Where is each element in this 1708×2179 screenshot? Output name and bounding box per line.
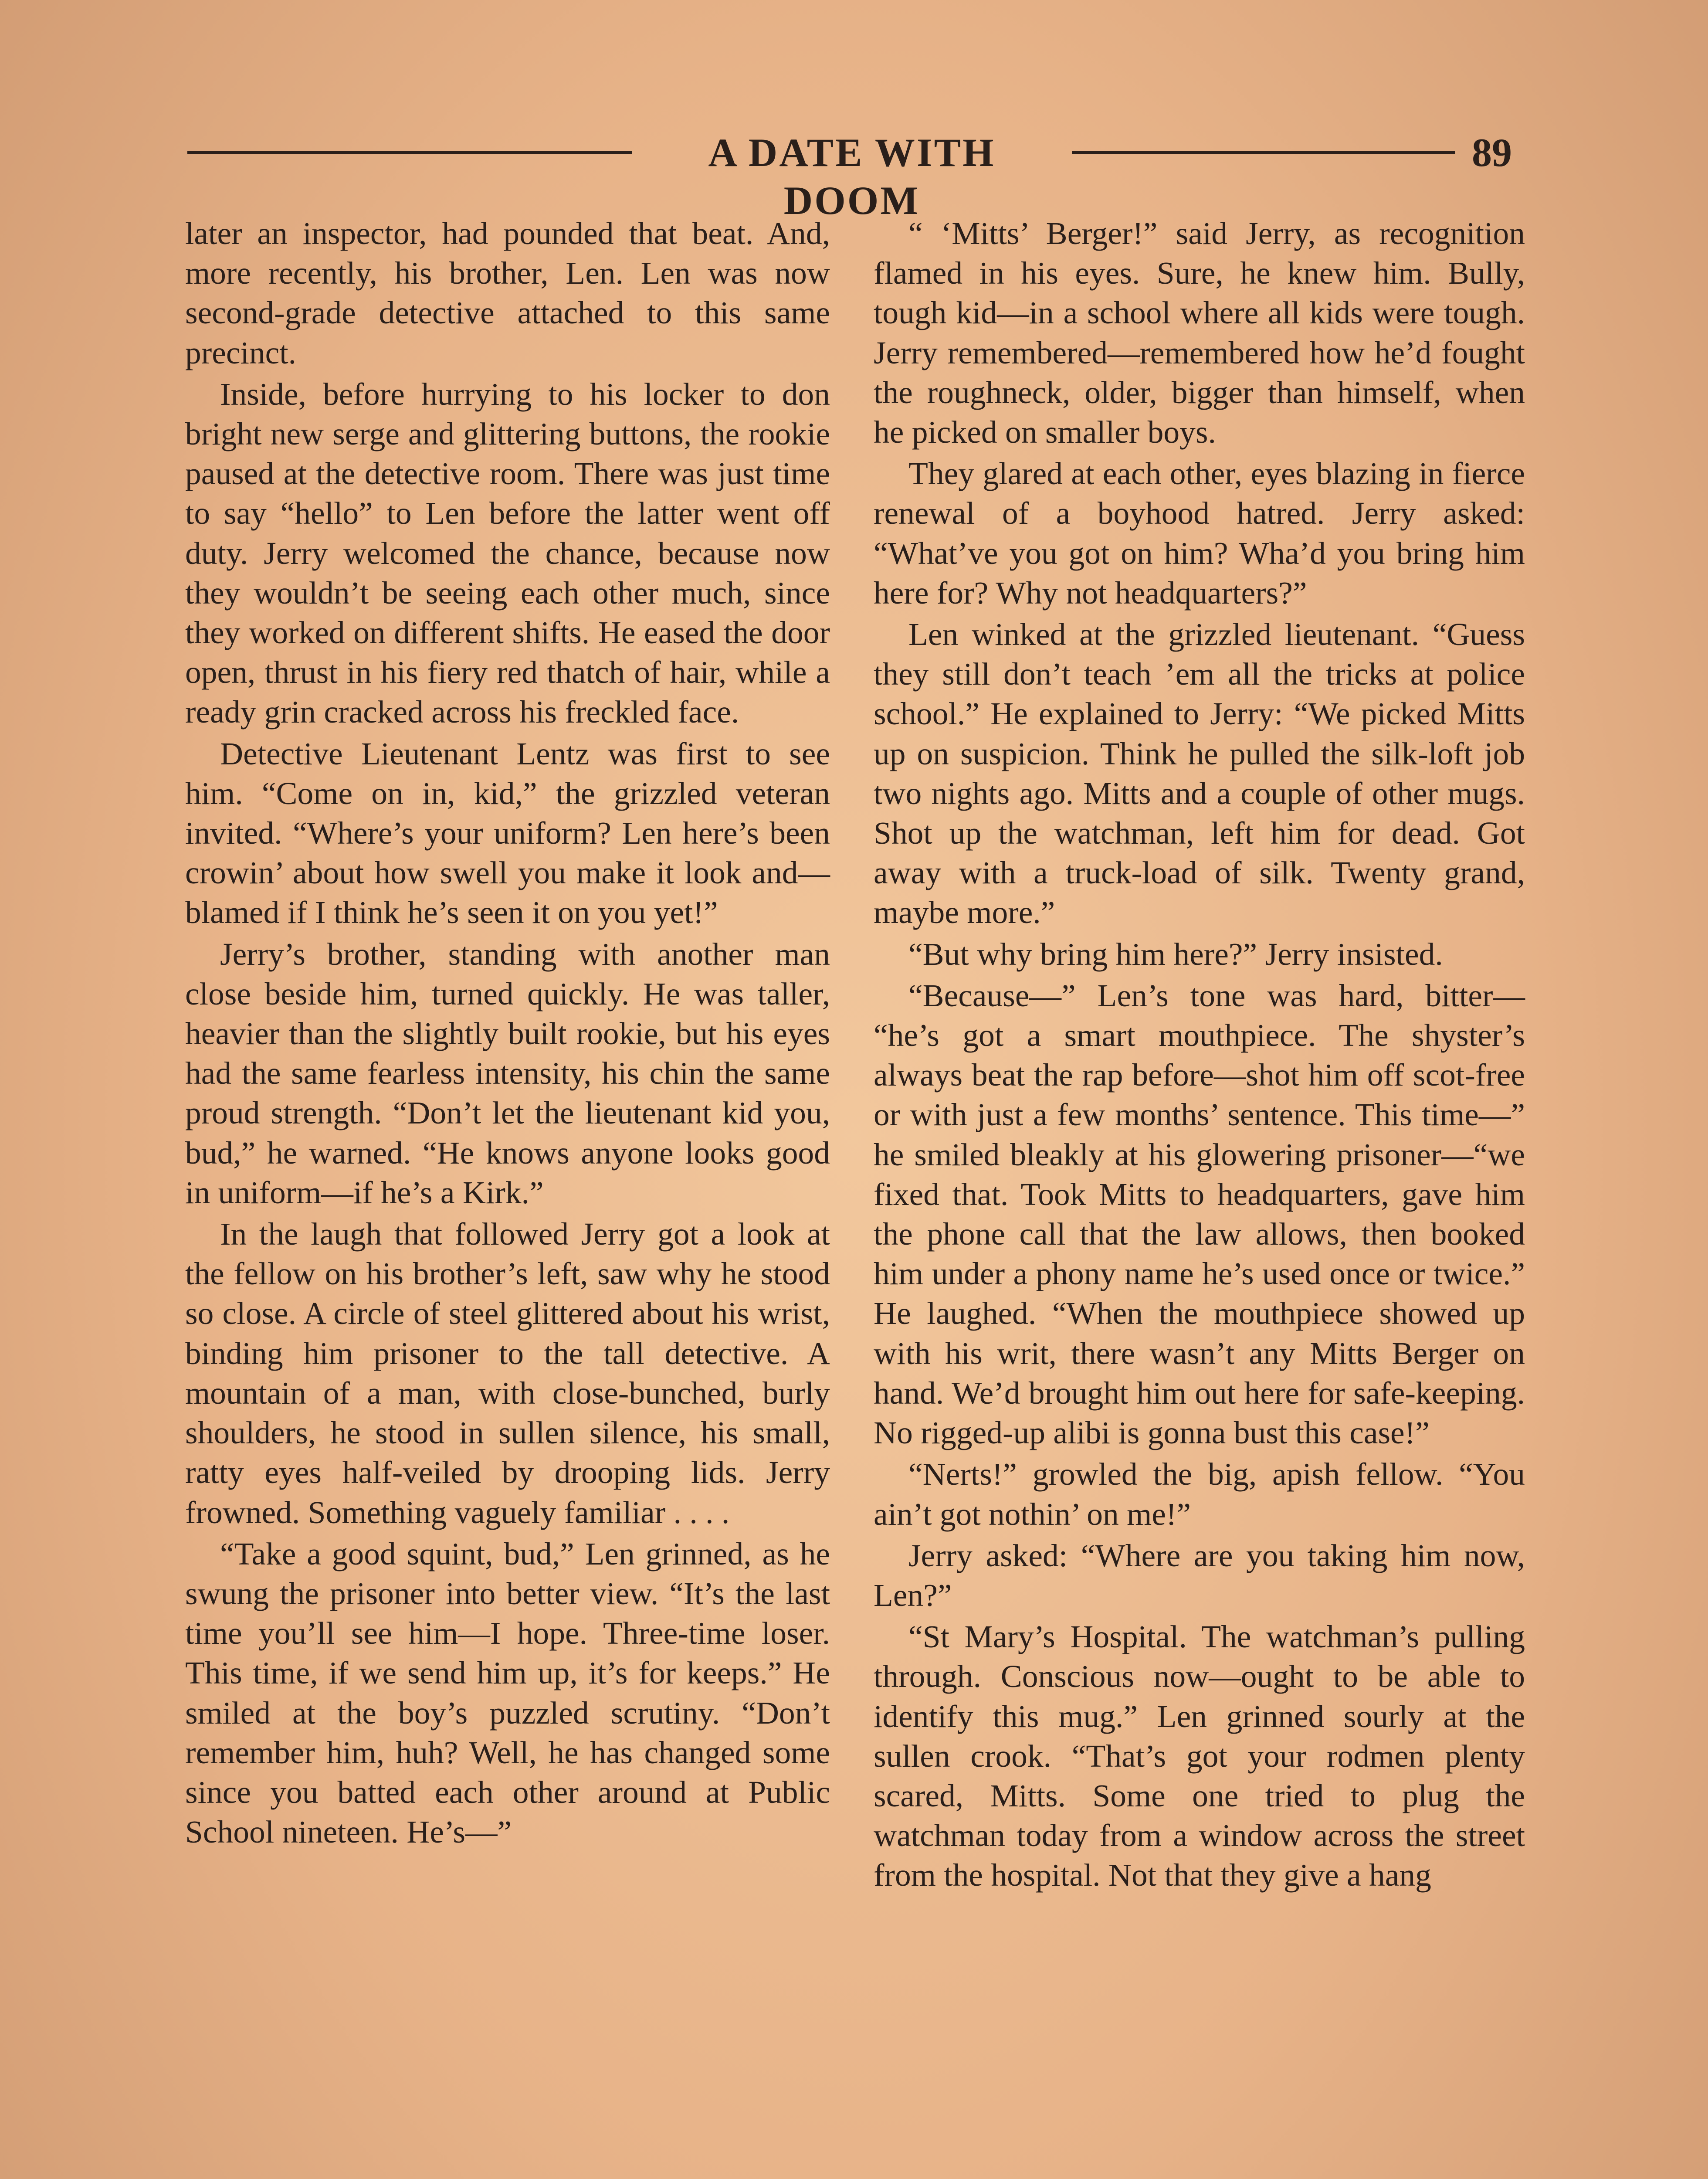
paragraph: Inside, before hurrying to his locker to don bright new serge and glittering buttons, the rookie paused at the detective room. There was just time to say “hello” to Len before the latter went off duty. Jerry welcomed the chance, because now they wouldn’t be seeing each other much, since they worked on different shifts. He eased the door open, thrust in his fiery red thatch of hair, while a ready grin cracked across his freckled face. <box>185 376 830 730</box>
paragraph: “St Mary’s Hospital. The watchman’s pulling through. Conscious now—ought to be able to identify this mug.” Len grinned sourly at the sullen crook. “That’s got your rodmen plenty scared, Mitts. Some one tried to plug the watchman today from a window across the street from the hospital. Not that they give a hang <box>874 1619 1525 1893</box>
right-column <box>874 214 1525 1897</box>
page-number: 89 <box>1472 130 1512 175</box>
paragraph: Detective Lieutenant Lentz was first to see him. “Come on in, kid,” the grizzled veteran invited. “Where’s your uniform? Len here’s been crowin’ about how swell you make it look and—blamed if I think he’s seen it on you yet!” <box>185 736 830 930</box>
paragraph: They glared at each other, eyes blazing in fierce renewal of a boyhood hatred. Jerry asked: “What’ve you got on him? Wha’d you bring him here for? Why not headquarters?” <box>874 456 1525 611</box>
left-column <box>185 214 830 1853</box>
paragraph: Jerry’s brother, standing with another man close beside him, turned quickly. He was taller, heavier than the slightly built rookie, but his eyes had the same fearless intensity, his chin the same proud strength. “Don’t let the lieutenant kid you, bud,” he warned. “He knows anyone looks good in uniform—if he’s a Kirk.” <box>185 936 830 1210</box>
running-title: A DATE WITH DOOM <box>708 130 996 223</box>
paragraph: “ ‘Mitts’ Berger!” said Jerry, as recognition flamed in his eyes. Sure, he knew him. Bully, tough kid—in a school where all kids were tough. Jerry remembered—remembered how he’d fought the roughneck, older, bigger than himself, when he picked on smaller boys. <box>874 216 1525 450</box>
paragraph: “But why bring him here?” Jerry insisted. <box>908 936 1443 972</box>
paragraph: “Because—” Len’s tone was hard, bitter— “he’s got a smart mouthpiece. The shyster’s always beat the rap before—shot him off scot-free or with just a few months’ sentence. This time—” he smiled bleakly at his glowering prisoner—“we fixed that. Took Mitts to headquarters, gave him the phone call that the law allows, then booked him under a phony name he’s used once or twice.” He laughed. “When the mouthpiece showed up with his writ, there wasn’t any Mitts Berger on hand. We’d brought him out here for safe-keeping. No rigged-up alibi is gonna bust this case!” <box>874 977 1525 1451</box>
paragraph: “Nerts!” growled the big, apish fellow. “You ain’t got nothin’ on me!” <box>874 1456 1525 1532</box>
paragraph: In the laugh that followed Jerry got a look at the fellow on his brother’s left, saw why he stood so close. A circle of steel glittered about his wrist, binding him prisoner to the tall detective. A mountain of a man, with close-bunched, burly shoulders, he stood in sullen silence, his small, ratty eyes half-veiled by drooping lids. Jerry frowned. Something vaguely familiar . . . . <box>185 1216 830 1530</box>
header-rule-left <box>187 151 632 154</box>
page-header <box>187 129 1512 223</box>
paragraph: “Take a good squint, bud,” Len grinned, as he swung the prisoner into better view. “It’s the last time you’ll see him—I hope. Three-time loser. This time, if we send him up, it’s for keeps.” He smiled at the boy’s puzzled scrutiny. “Don’t remember him, huh? Well, he has changed some since you batted each other around at Public School nineteen. He’s—” <box>185 1536 830 1850</box>
paragraph: Jerry asked: “Where are you taking him now, Len?” <box>874 1538 1525 1613</box>
paragraph: later an inspector, had pounded that beat. And, more recently, his brother, Len. Len was now second-grade detective attached to this same precinct. <box>185 216 830 370</box>
header-rule-right <box>1072 151 1455 154</box>
paragraph: Len winked at the grizzled lieutenant. “Guess they still don’t teach ’em all the tricks at police school.” He explained to Jerry: “We picked Mitts up on suspicion. Think he pulled the silk-loft job two nights ago. Mitts and a couple of other mugs. Shot up the watchman, left him for dead. Got away with a truck-load of silk. Twenty grand, maybe more.” <box>874 617 1525 930</box>
